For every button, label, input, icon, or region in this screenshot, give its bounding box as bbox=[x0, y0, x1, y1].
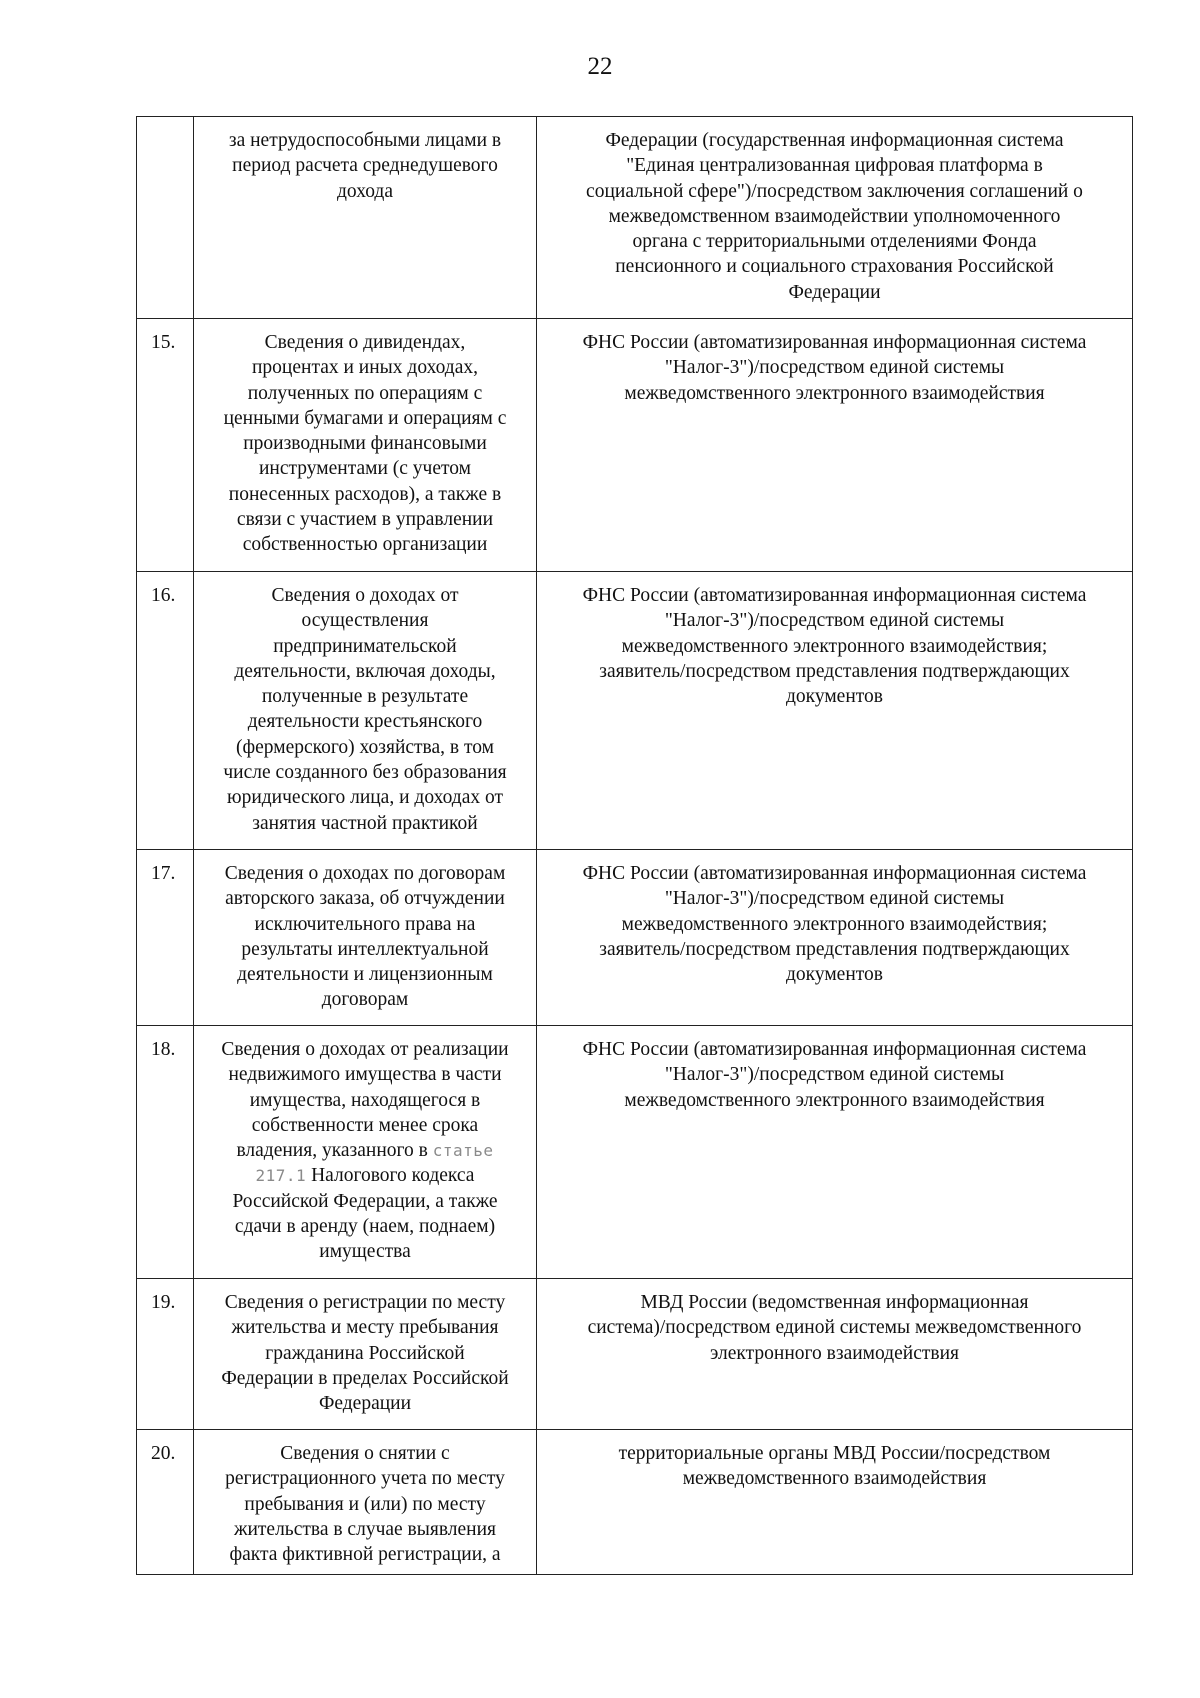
page-number: 22 bbox=[587, 53, 613, 80]
table-row bbox=[137, 1430, 1133, 1575]
info-cell: Сведения о снятии с регистрационного учета по месту пребывания и (или) по месту жительства в случае выявления факта фиктивной регистрации, а bbox=[194, 1430, 537, 1575]
row-number: 17. bbox=[137, 850, 194, 1026]
source-cell: МВД России (ведомственная информационная система)/посредством единой системы межведомственного электронного взаимодействия bbox=[537, 1279, 1133, 1430]
sources-table bbox=[136, 116, 1133, 1575]
info-text-part: Налогового кодекса Российской Федерации, а также сдачи в аренду (наем, поднаем) имущества bbox=[232, 1165, 498, 1263]
row-number: 20. bbox=[137, 1430, 194, 1575]
source-cell: территориальные органы МВД России/посредством межведомственного взаимодействия bbox=[537, 1430, 1133, 1575]
info-cell: Сведения о доходах по договорам авторского заказа, об отчуждении исключительного права на результаты интеллектуальной деятельности и лицензионным договорам bbox=[194, 850, 537, 1026]
table-row bbox=[137, 572, 1133, 850]
table-row bbox=[137, 117, 1133, 319]
info-text-part: Сведения о доходах от реализации недвижимого имущества в части имущества, находящегося в собственности менее срока владения, указанного в bbox=[221, 1039, 509, 1162]
row-number: 18. bbox=[137, 1026, 194, 1279]
table-row bbox=[137, 1279, 1133, 1430]
info-cell: Сведения о дивидендах, процентах и иных доходах, полученных по операциям с ценными бумагами и операциям с производными финансовыми инструментами (с учетом понесенных расходов), а также в связи с участием в управлении собственностью организации bbox=[194, 319, 537, 572]
source-cell: Федерации (государственная информационная система "Единая централизованная цифровая платформа в социальной сфере")/посредством заключения соглашений о межведомственном взаимодействии уполномоченного органа с территориальными отделениями Фонда пенсионного и социального страхования Российской Федерации bbox=[537, 117, 1133, 319]
table-row bbox=[137, 1026, 1133, 1279]
row-number: 15. bbox=[137, 319, 194, 572]
tax-code-article-number-link[interactable]: 217.1 bbox=[255, 1166, 307, 1186]
row-number: 16. bbox=[137, 572, 194, 850]
info-cell: за нетрудоспособными лицами в период расчета среднедушевого дохода bbox=[194, 117, 537, 319]
table-row bbox=[137, 850, 1133, 1026]
table-row bbox=[137, 319, 1133, 572]
info-cell: Сведения о доходах от осуществления предпринимательской деятельности, включая доходы, полученные в результате деятельности крестьянского (фермерского) хозяйства, в том числе созданного без образования юридического лица, и доходах от занятия частной практикой bbox=[194, 572, 537, 850]
row-number: 19. bbox=[137, 1279, 194, 1430]
source-cell: ФНС России (автоматизированная информационная система "Налог-3")/посредством единой системы межведомственного электронного взаимодействия bbox=[537, 1026, 1133, 1279]
source-cell: ФНС России (автоматизированная информационная система "Налог-3")/посредством единой системы межведомственного электронного взаимодействия; заявитель/посредством представления подтверждающих документов bbox=[537, 572, 1133, 850]
row-number bbox=[137, 117, 194, 319]
source-cell: ФНС России (автоматизированная информационная система "Налог-3")/посредством единой системы межведомственного электронного взаимодействия bbox=[537, 319, 1133, 572]
info-cell: Сведения о регистрации по месту жительства и месту пребывания гражданина Российской Федерации в пределах Российской Федерации bbox=[194, 1279, 537, 1430]
source-cell: ФНС России (автоматизированная информационная система "Налог-3")/посредством единой системы межведомственного электронного взаимодействия; заявитель/посредством представления подтверждающих документов bbox=[537, 850, 1133, 1026]
tax-code-article-link[interactable]: статье bbox=[432, 1141, 494, 1161]
info-cell bbox=[194, 1026, 537, 1279]
